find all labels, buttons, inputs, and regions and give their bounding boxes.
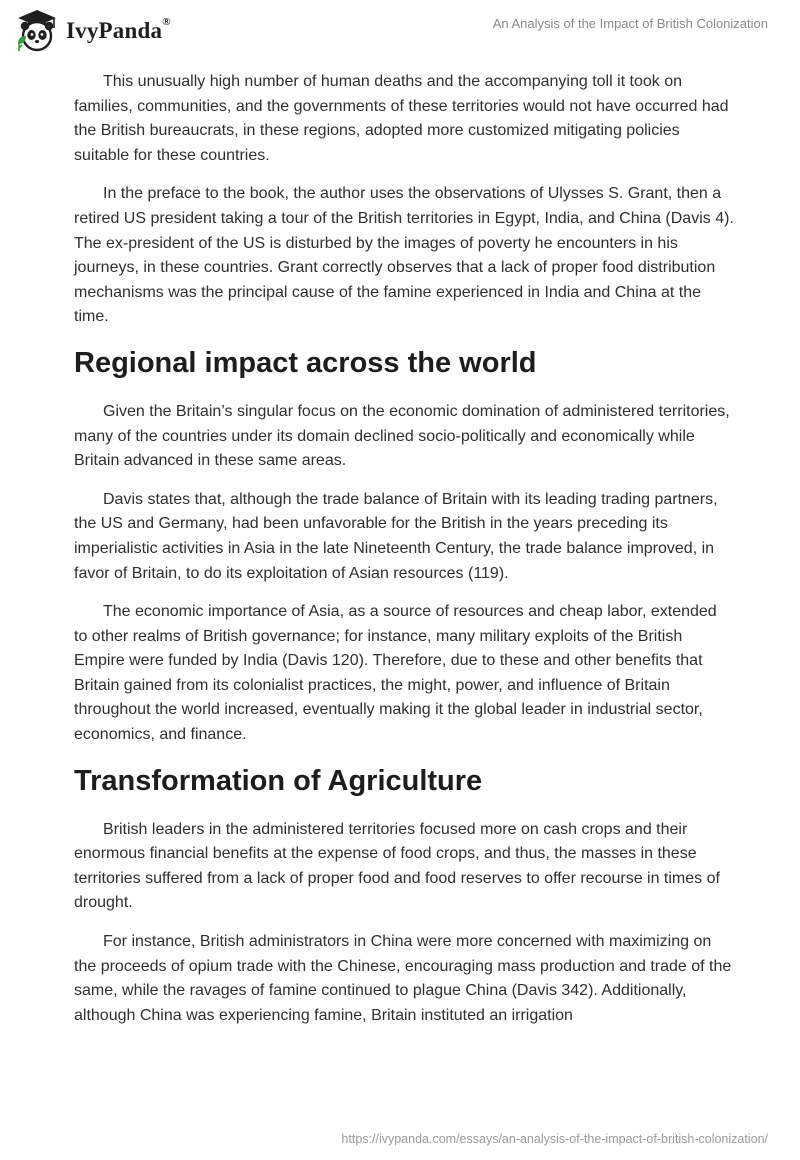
paragraph: Given the Britain’s singular focus on the economic domination of administered territories, many of the countries under its domain declined socio-politically and economically while Britain advanced in these same areas. [74,402,730,470]
paragraph: Davis states that, although the trade balance of Britain with its leading trading partners, the US and Germany, had been unfavorable for the British in the years preceding its imperialistic activities in Asia in the late Nineteenth Century, the trade balance improved, in favor of Britain, to do its exploitation of Asian resources (119). [74,490,718,582]
panda-graduate-icon [14,8,60,54]
essay-content [74,70,734,1042]
paragraph: For instance, British administrators in China were more concerned with maximizing on the proceeds of opium trade with the Chinese, encouraging mass production and trade of the same, while the ravages of famine continued to plague China (Davis 342). Additionally, although China was experiencing famine, Britain instituted an irrigation [74,933,732,1024]
paragraph: In the preface to the book, the author uses the observations of Ulysses S. Grant, then a retired US president taking a tour of the British territories in Egypt, India, and China (Davis 4). The ex-president of the US is disturbed by the images of poverty he encounters in his journeys, in these countries. Grant correctly observes that a lack of proper food distribution mechanisms was the principal cause of the famine experienced in India and China at the time. [74,185,734,326]
logo-text: IvyPanda® [66,16,171,43]
ivypanda-logo[interactable] [14,8,171,54]
section-heading: Regional impact across the world [74,346,537,379]
paragraph: This unusually high number of human deaths and the accompanying toll it took on families, communities, and the governments of these territories would not have occurred had the British bureaucrats, in these regions, adopted more customized mitigating policies suitable for these countries. [74,73,729,164]
page-header [0,0,800,66]
section-heading: Transformation of Agriculture [74,764,483,797]
paragraph: The economic importance of Asia, as a source of resources and cheap labor, extended to other realms of British governance; for instance, many military exploits of the British Empire were funded by India (Davis 120). Therefore, due to these and other benefits that Britain gained from its colonialist practices, the might, power, and influence of Britain throughout the world increased, eventually making it the global leader in industrial sector, economics, and finance. [74,603,717,744]
document-title: An Analysis of the Impact of British Colonization [492,16,768,31]
footer-url[interactable]: https://ivypanda.com/essays/an-analysis-of-the-impact-of-british-colonization/ [341,1132,768,1146]
paragraph: British leaders in the administered territories focused more on cash crops and their enormous financial benefits at the expense of food crops, and thus, the masses in these territories suffered from a lack of proper food and food reserves to offer recourse in times of drought. [74,820,720,912]
